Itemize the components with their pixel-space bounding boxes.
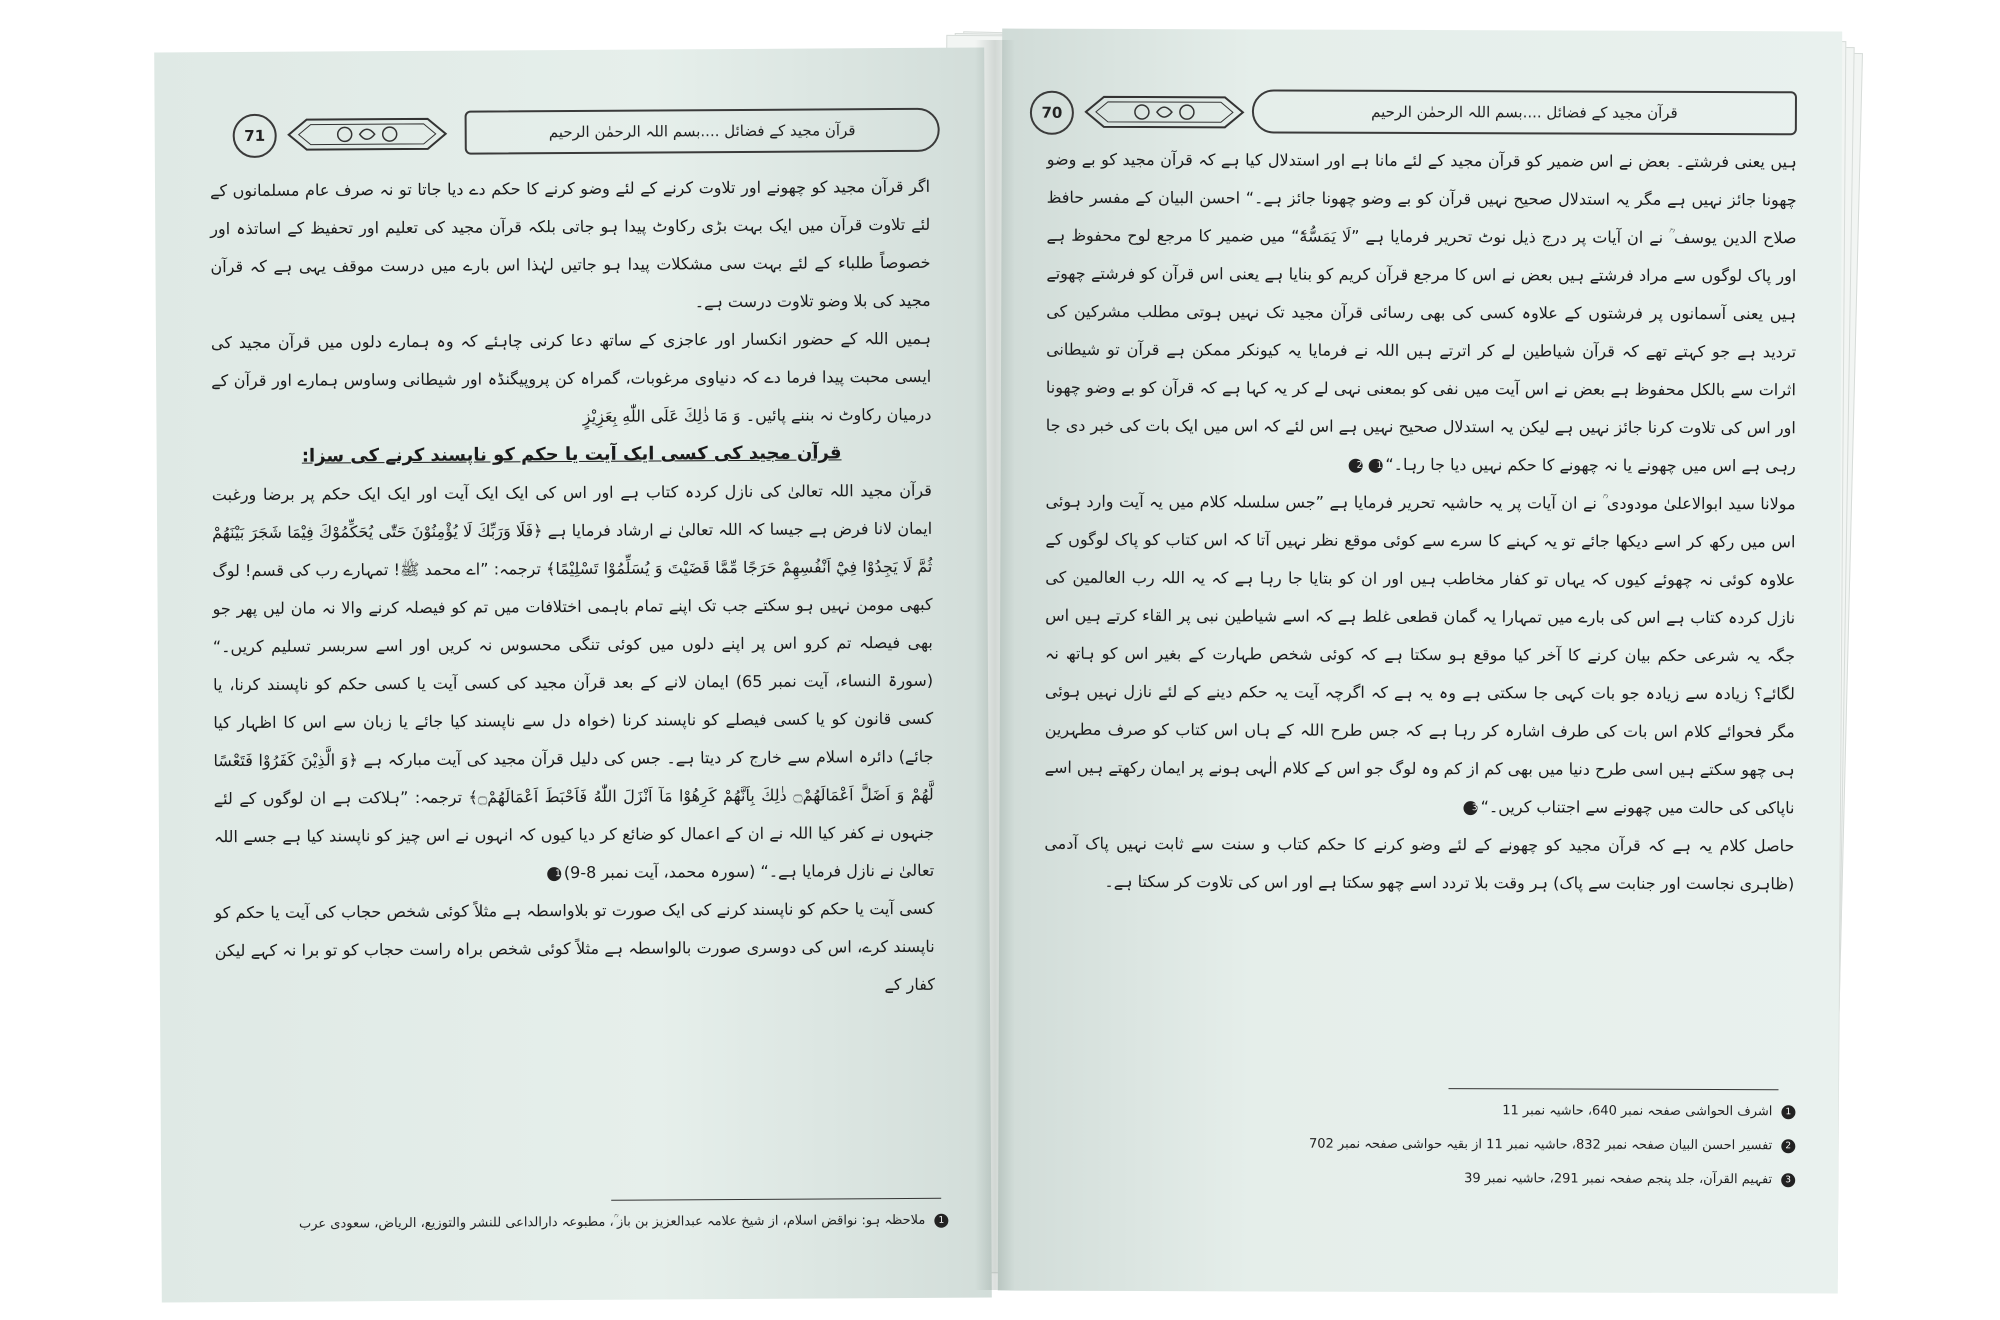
footnote [1298,1094,1798,1130]
footnote-marker: 2 [1348,458,1362,472]
footnote-divider [611,1198,941,1201]
paragraph: حاصل کلام یہ ہے کہ قرآن مجید کو چھونے کے لئے وضو کرنے کا حکم کتاب و سنت سے ثابت نہیں پاک آدمی (ظاہری نجاست اور جنابت سے پاک) ہر وقت بلا تردد اسے چھو سکتا ہے اور اس کی تلاوت کر سکتا ہے۔ [1044,833,1795,894]
footnote-marker: 1 [547,867,561,881]
ornament-icon [1082,87,1247,138]
footnote-text: اشرف الحواشی صفحہ نمبر 640، حاشیہ نمبر 11 [1502,1103,1773,1120]
page-number: 71 [233,114,277,158]
ornament-icon [285,109,450,160]
book-gutter [975,40,1015,1290]
footnotes [1298,1094,1798,1198]
footnote-number: 1 [1781,1105,1795,1119]
footnote-number: 2 [1781,1139,1795,1153]
right-body-text [1044,141,1797,904]
footnote [1298,1128,1798,1164]
paragraph-text: قرآن مجید اللہ تعالیٰ کی نازل کردہ کتاب ہے اور اس کی ایک ایک آیت اور ایک ایک حکم پر برضا ورغبت ایمان لانا فرض ہے جیسا کہ اللہ تعالیٰ نے ارشاد فرمایا ہے ﴿فَلَا وَرَبِّكَ لَا يُؤْمِنُوْنَ حَتّٰى يُحَكِّمُوْكَ فِيْمَا شَجَرَ بَيْنَهُمْ ثُمَّ لَا يَجِدُوْا فِيْٓ اَنْفُسِهِمْ حَرَجًا مِّمَّا قَضَيْتَ وَ يُسَلِّمُوْا تَسْلِيْمًا﴾ ترجمہ: ”اے محمد ﷺ! تمہارے رب کی قسم! لوگ کبھی مومن نہیں ہو سکتے جب تک اپنے تمام باہمی اختلافات میں تم کو فیصلہ کرنے والا نہ مان لیں پھر جو بھی فیصلہ تم کرو اس پر اپنے دلوں میں کوئی تنگی محسوس نہ کریں اور اسے سربسر تسلیم کریں۔“ (سورۃ النساء، آیت نمبر 65) ایمان لانے کے بعد قرآن مجید کی کسی آیت یا کسی حکم کو ناپسند کرنا، یا کسی قانون کو یا کسی فیصلے کو ناپسند کرنا (خواہ دل سے ناپسند کیا جائے یا زبان سے اس کا اظہار کیا جائے) دائرہ اسلام سے خارج کر دیتا ہے۔ جس کی دلیل قرآن مجید کی آیت مبارکہ ہے ﴿وَ الَّذِيْنَ كَفَرُوْا فَتَعْسًا لَّهُمْ وَ اَضَلَّ اَعْمَالَهُمْ۝ ذٰلِكَ بِاَنَّهُمْ كَرِهُوْا مَآ اَنْزَلَ اللّٰهُ فَاَحْبَطَ اَعْمَالَهُمْ۝﴾ ترجمہ: ”ہلاکت ہے ان لوگوں کے لئے جنہوں نے کفر کیا اللہ نے ان کے اعمال کو ضائع کر دیا کیوں کہ انہوں نے اس چیز کو ناپسند کیا ہے جسے اللہ تعالیٰ نے نازل فرمایا ہے۔“ (سورہ محمد، آیت نمبر 8-9) [211,480,935,883]
page-number: 70 [1030,91,1074,135]
paragraph: اگر قرآن مجید کو چھونے اور تلاوت کرنے کے لئے وضو کرنے کا حکم دے دیا جاتا تو نہ صرف عام مسلمانوں کے لئے تلاوت قرآن میں ایک بہت بڑی رکاوٹ پیدا ہو جاتی بلکہ قرآن مجید کی تعلیم اور تحفیظ کے اساتذہ اور خصوصاً طلباء کے لئے بہت سی مشکلات پیدا ہو جاتیں لہٰذا اس بارے میں درست موقف یہی ہے کہ قرآن مجید کی بلا وضو تلاوت درست ہے۔ [209,176,931,312]
paragraph [212,472,935,894]
footnote-number: 1 [934,1214,948,1228]
footnote-number: 3 [1781,1173,1795,1187]
paragraph: ہمیں اللہ کے حضور انکسار اور عاجزی کے ساتھ دعا کرنی چاہئے کہ وہ ہمارے دلوں میں قرآن مجید کی ایسی محبت پیدا فرما دے کہ دنیاوی مرغوبات، گمراہ کن پروپیگنڈہ اور شیطانی وساوس ہمارے اور قرآن کے درمیان رکاوٹ نہ بننے پائیں۔ وَ مَا ذٰلِكَ عَلَى اللّٰهِ بِعَزِيْزٍ [210,328,932,426]
footnote-text: تفہیم القرآن، جلد پنجم صفحہ نمبر 291، حاشیہ نمبر 39 [1464,1171,1773,1188]
paragraph-text: ہیں یعنی فرشتے۔ بعض نے اس ضمیر کو قرآن مجید کے لئے مانا ہے اور استدلال کیا ہے کہ قرآن مجید کو بے وضو چھونا جائز نہیں ہے مگر یہ استدلال صحیح نہیں قرآن کو بے وضو چھونا جائز ہے۔“ احسن البیان کے مفسر حافظ صلاح الدین یوسف ؒ نے ان آیات پر درج ذیل نوٹ تحریر فرمایا ہے ”لَا يَمَسُّهٗٓ“ میں ضمیر کا مرجع لوح محفوظ ہے اور پاک لوگوں سے مراد فرشتے ہیں بعض نے اس کا مرجع قرآن کریم کو بنایا ہے یعنی اس قرآن کو فرشتے چھوتے ہیں یعنی آسمانوں پر فرشتوں کے علاوہ کسی کی بھی رسائی قرآن مجید تک نہیں ہوتی مطلب مشرکین کی تردید ہے جو کہتے تھے کہ قرآن شیاطین لے کر اترتے ہیں اللہ نے فرمایا یہ کیونکر ممکن ہے قرآن تو شیطانی اثرات سے بالکل محفوظ ہے بعض نے اس آیت میں نفی کو بمعنی نہی لے کر یہ کہا ہے کہ قرآن کو بے وضو چھونا اور اس کی تلاوت کرنا جائز نہیں ہے لیکن یہ استدلال صحیح نہیں ہے اس لئے کہ اس میں ایک بات کی خبر دی جا رہی ہے اس میں چھونے یا نہ چھونے کا حکم نہیں دیا جا رہا۔“ [1045,149,1797,476]
page-header [1002,83,1842,146]
page-header [155,101,985,166]
left-page [154,47,992,1302]
footnote [211,1204,951,1243]
footnote-text: تفسیر احسن البیان صفحہ نمبر 832، حاشیہ نمبر 11 از بقیہ حواشی صفحہ نمبر 702 [1308,1136,1773,1154]
paragraph-text: مولانا سید ابوالاعلیٰ مودودی ؒ نے ان آیات پر یہ حاشیہ تحریر فرمایا ہے ”جس سلسلہ کلام میں یہ آیت وارد ہوئی اس میں رکھ کر اسے دیکھا جائے تو یہ کہنے کا سرے سے کوئی موقع نظر نہیں آتا کہ اس کتاب کو پاک لوگوں کے علاوہ کوئی نہ چھوئے کیوں کہ یہاں تو کفار مخاطب ہیں اور ان کو بتایا جا رہا ہے کہ یہ اللہ رب العالمین کی نازل کردہ کتاب ہے اس کی بارے میں تمہارا یہ گمان قطعی غلط ہے کہ اسے شیاطین نبی پر القاء کرتے ہیں اس جگہ یہ شرعی حکم بیان کرنے کا آخر کیا موقع ہو سکتا ہے کہ کوئی شخص طہارت کے بغیر اس کو ہاتھ نہ لگائے؟ زیادہ سے زیادہ جو بات کہی جا سکتی ہے وہ یہ ہے کہ اگرچہ آیت یہ حکم دینے کے لئے نازل نہیں ہوئی مگر فحوائے کلام اس بات کی طرف اشارہ کر رہا ہے کہ جس طرح اللہ کے ہاں اس کتاب کو صرف مطہرین ہی چھو سکتے ہیں اسی طرح دنیا میں بھی کم از کم وہ لوگ جو اس کے کلام الٰہی ہونے پر ایمان رکھتے ہیں اسے ناپاکی کی حالت میں چھونے سے اجتناب کریں۔“ [1044,491,1796,818]
left-body-text [210,168,935,1008]
footnotes [211,1204,951,1243]
paragraph [1046,141,1797,486]
right-page [998,29,1842,1294]
footnote-marker: 3 [1464,801,1478,815]
paragraph [1044,483,1795,828]
footnote-marker: 1 [1368,458,1382,472]
paragraph: کسی آیت یا حکم کو ناپسند کرنے کی ایک صورت تو بلاواسطہ ہے مثلاً کوئی شخص حجاب کی آیت یا حکم کو ناپسند کرے، اس کی دوسری صورت بالواسطہ ہے مثلاً کوئی شخص براہ راست حجاب کو تو برا نہ کہے لیکن کفار کے [214,898,935,995]
section-heading: قرآن مجید کی کسی ایک آیت یا حکم کو ناپسند کرنے کی سزا: [301,442,842,467]
footnote [1298,1162,1798,1198]
footnote-divider [1449,1088,1779,1090]
footnote-text: ملاحظہ ہو: نواقض اسلام، از شیخ علامہ عبدالعزیز بن باز ؒ، مطبوعہ دارالداعی للنشر والتوزیع، الریاض، سعودی عرب [298,1212,926,1232]
running-title: قرآن مجید کے فضائل ....بسم اللہ الرحمٰن الرحیم [1252,89,1797,135]
running-title: قرآن مجید کے فضائل ....بسم اللہ الرحمٰن الرحیم [465,108,940,155]
